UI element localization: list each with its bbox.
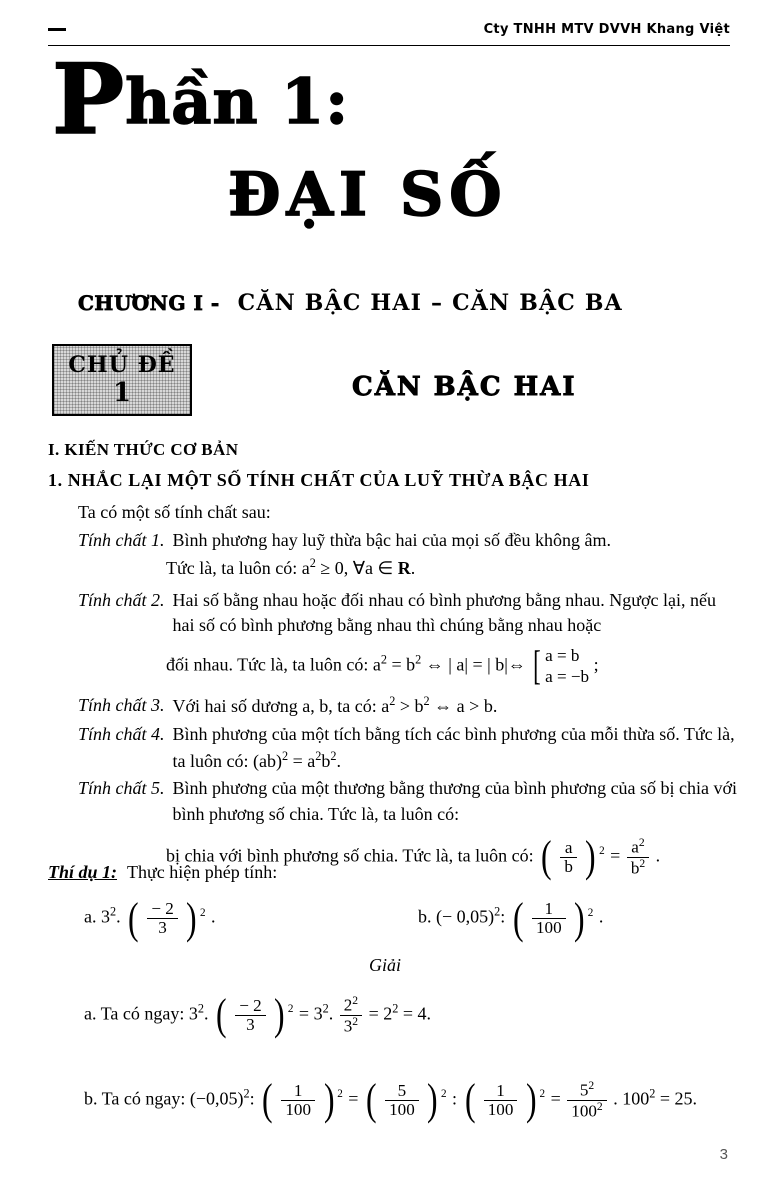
case-bracket-icon: [ — [533, 642, 542, 689]
property-label: Tính chất 5. — [78, 778, 165, 799]
part-b-colon: : — [500, 906, 506, 927]
part-a-exponent: 2 — [110, 904, 117, 919]
fraction-numerator: a — [564, 837, 573, 857]
property-extra: Tức là, ta luôn có: $a^2 \ge 0$, ∀a ∈ R. — [166, 556, 416, 579]
paren-left-icon: ( — [512, 893, 524, 943]
section-heading-review: 1. NHẮC LẠI MỘT SỐ TÍNH CHẤT CỦA LUỸ THỪA BẬC HAI — [48, 470, 590, 490]
part-a-end: . — [211, 906, 216, 927]
paren-exponent: 2 — [440, 1088, 447, 1101]
fraction — [627, 837, 649, 877]
part-a-dot: . — [116, 906, 121, 927]
paren-group — [125, 893, 206, 943]
property-row — [48, 722, 738, 774]
paren-left-icon: ( — [464, 1075, 476, 1125]
property-label: Tính chất 1. — [78, 529, 165, 550]
paren-group — [538, 832, 606, 882]
property-label: Tính chất 4. — [78, 724, 165, 744]
example-part-b — [418, 893, 604, 943]
fraction-numerator: 1 — [496, 1080, 505, 1100]
paren-left-icon: ( — [365, 1075, 377, 1125]
paren-exponent: 2 — [599, 845, 605, 858]
solution-b-exponent: 2 — [243, 1086, 250, 1101]
fraction-denominator: $100^2$ — [567, 1100, 606, 1121]
fraction-numerator: − 2 — [239, 995, 262, 1015]
property-text: Với hai số dương a, b, ta có: $a^2 > b^2$ ⇔ a > b. — [172, 694, 498, 717]
property-row — [48, 776, 738, 827]
fraction-denominator: $b^2$ — [627, 857, 649, 878]
chapter-label: CHƯƠNG I - — [78, 291, 220, 315]
fraction — [340, 995, 362, 1035]
header-underline — [48, 45, 730, 46]
part-b-exponent: 2 — [494, 904, 501, 919]
body-content — [48, 500, 738, 882]
paren-group — [363, 1075, 448, 1125]
property-label: Tính chất 3. — [78, 695, 165, 716]
solution-heading: Giải — [368, 955, 401, 975]
solution-a-exponent: 2 — [197, 1001, 204, 1016]
page-number: 3 — [719, 1146, 728, 1163]
solution-b-lead: b. Ta có ngay: (−0,05) — [84, 1088, 244, 1109]
example-prompt: Thực hiện phép tính: — [127, 862, 278, 882]
solution-b-end: = 25. — [659, 1088, 698, 1109]
property-row — [48, 693, 738, 720]
topic-box-label: CHỦ ĐỀ — [68, 352, 176, 378]
paren-group — [462, 1075, 547, 1125]
fraction-denominator: 3 — [147, 918, 177, 937]
publisher-name: Cty TNHH MTV DVVH Khang Việt — [483, 22, 730, 37]
property-label: Tính chất 2. — [78, 589, 165, 610]
paren-right-icon: ) — [585, 832, 597, 882]
property-5-formula: bị chia với bình phương số chia. Tức là, ta luôn có: ( $\frac{a}{b}$ ) $^2$ = $\frac{a^2}{b^2}$ . — [166, 832, 661, 882]
example-part-a — [84, 893, 216, 943]
paren-exponent: 2 — [337, 1088, 343, 1101]
paren-exponent: 2 — [287, 1003, 294, 1016]
paren-right-icon: ) — [274, 990, 285, 1040]
solution-a-dot: . — [204, 1003, 209, 1024]
paren-left-icon: ( — [216, 990, 227, 1040]
property-2-formula: đối nhau. Tức là, ta luôn có: $a^2 = b^2$ ⇔ | a| = | b|⇔ [ a = b a = −b ; — [166, 642, 599, 689]
property-text: Bình phương của một thương bằng thương của bình phương của số bị chia với bình phương số chia. Tức là, ta luôn có: — [172, 778, 738, 824]
case-line-1: a = b — [545, 645, 580, 665]
paren-right-icon: ) — [427, 1075, 438, 1125]
solution-a-lead: a. Ta có ngay: 3 — [84, 1003, 198, 1024]
case-system — [530, 642, 590, 689]
paren-right-icon: ) — [574, 893, 585, 943]
solution-a-tail: = 2 — [368, 1003, 393, 1024]
property-row — [48, 588, 738, 639]
solution-b-colon2: : — [452, 1088, 458, 1109]
part-title-initial: P — [52, 43, 126, 156]
page-header — [48, 22, 730, 52]
property-text: Bình phương hay luỹ thừa bậc hai của mọi số đều không âm. — [172, 529, 611, 550]
part-b-end: . — [598, 906, 604, 927]
header-rule — [48, 28, 66, 31]
solution-a-end: = 4. — [402, 1003, 431, 1024]
solution-b-eq2: = — [550, 1088, 561, 1109]
topic-box — [52, 344, 192, 416]
paren-group — [259, 1075, 344, 1125]
fraction-numerator: $a^2$ — [631, 836, 645, 857]
fraction-denominator: 100 — [532, 918, 566, 937]
part-b-prefix: b. (− 0,05) — [418, 906, 495, 927]
part-title-rest: hần 1: — [125, 65, 350, 138]
solution-a-eq1-exponent: 2 — [322, 1001, 329, 1016]
solution-b-tail-exponent: 2 — [649, 1086, 656, 1101]
topic-box-number: 1 — [112, 378, 132, 408]
property-text: Hai số bằng nhau hoặc đối nhau có bình phương bằng nhau. Ngược lại, nếu hai số có bình phương bằng nhau thì chúng bằng nhau hoặc — [172, 589, 716, 636]
paren-group — [510, 893, 595, 943]
fraction-numerator: 1 — [544, 899, 554, 918]
solution-a-tail-exponent: 2 — [392, 1001, 399, 1016]
paren-exponent: 2 — [587, 906, 594, 919]
fraction-denominator: 100 — [484, 1100, 518, 1119]
paren-right-icon: ) — [186, 893, 197, 943]
solution-a-eq1: = 3 — [298, 1003, 323, 1024]
solution-b-colon: : — [249, 1088, 255, 1109]
topic-title: CĂN BẬC HAI — [352, 372, 577, 402]
fraction — [567, 1080, 606, 1120]
paren-left-icon: ( — [262, 1075, 273, 1125]
paren-left-icon: ( — [128, 893, 139, 943]
part-a-prefix: a. 3 — [84, 906, 110, 927]
paren-exponent: 2 — [539, 1088, 546, 1101]
fraction-numerator: $5^2$ — [579, 1079, 595, 1100]
paren-exponent: 2 — [199, 906, 206, 919]
subject-title: ĐẠI SỐ — [228, 160, 508, 230]
fraction-denominator: 100 — [281, 1100, 315, 1119]
property-text: Bình phương của một tích bằng tích các bình phương của mỗi thừa số. Tức là, ta luôn có: $(ab)^2 = a^2b^2$. — [172, 724, 735, 771]
fraction-numerator: 5 — [397, 1080, 407, 1100]
chapter-row — [78, 290, 730, 324]
paren-left-icon: ( — [541, 832, 552, 882]
case-line-2: a = −b — [545, 667, 590, 687]
fraction-denominator: b — [560, 857, 577, 876]
case-tail: ; — [593, 654, 599, 675]
solution-b-eq1: = — [348, 1088, 359, 1109]
fraction-numerator: 1 — [293, 1080, 303, 1100]
intro-line: Ta có một số tính chất sau: — [78, 502, 271, 522]
solution-a-eq1-dot: . — [328, 1003, 334, 1024]
section-heading-knowledge: I. KIẾN THỨC CƠ BẢN — [48, 440, 239, 459]
chapter-name: CĂN BẬC HAI – CĂN BẬC BA — [237, 290, 623, 316]
paren-right-icon: ) — [323, 1075, 335, 1125]
example-heading — [48, 862, 277, 883]
part-title — [52, 43, 350, 156]
solution-b-tail: . 100 — [613, 1088, 650, 1109]
property-row — [48, 528, 738, 554]
equals-sign: = — [610, 845, 621, 866]
fraction-numerator: $2^2$ — [343, 994, 359, 1015]
fraction-numerator: − 2 — [151, 899, 174, 918]
paren-right-icon: ) — [525, 1075, 537, 1125]
solution-a — [84, 990, 431, 1040]
fraction-denominator: 3 — [235, 1015, 265, 1034]
fraction-denominator: $3^2$ — [340, 1015, 362, 1036]
paren-group — [213, 990, 294, 1040]
fraction-denominator: 100 — [385, 1100, 419, 1119]
formula-tail: . — [655, 845, 661, 866]
solution-b — [84, 1075, 698, 1125]
example-label: Thí dụ 1: — [48, 862, 118, 882]
